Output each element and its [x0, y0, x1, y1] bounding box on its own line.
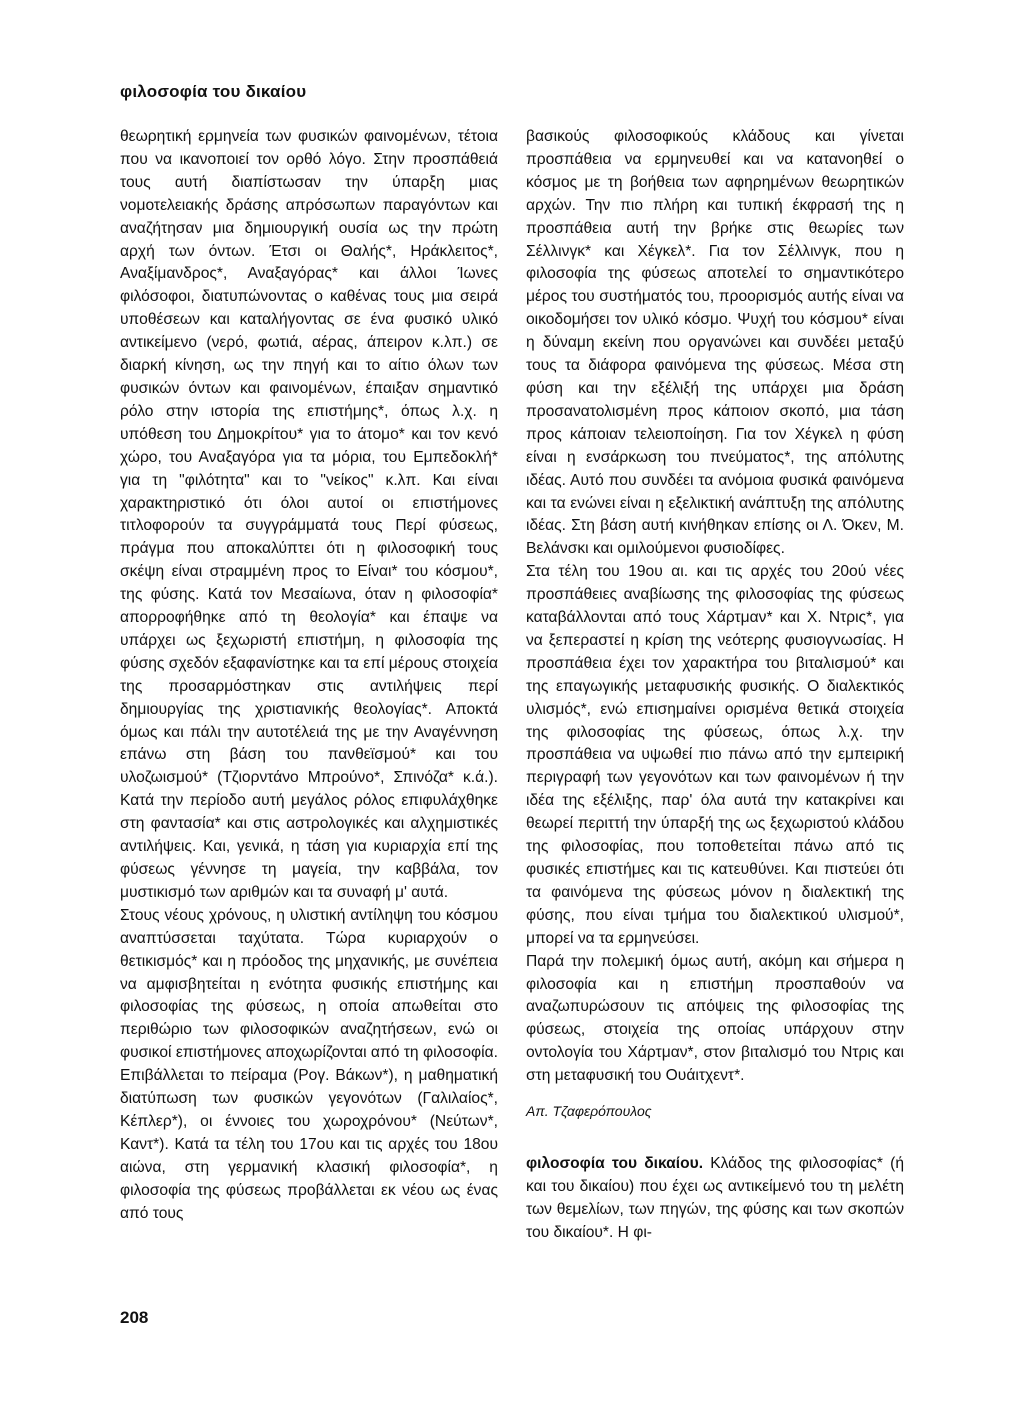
author-signature: Απ. Τζαφερόπουλος [526, 1103, 652, 1120]
page-number: 208 [120, 1308, 149, 1327]
left-column [120, 126, 498, 1226]
paragraph: θεωρητική ερμηνεία των φυσικών φαινομένων, τέτοια που να ικανοποιεί τον ορθό λόγο. Στην προσπάθειά τους αυτή διαπίστωσαν την ύπαρξη μιας νομοτελειακής δράσης απρόσωπων παραγόντων και αναζήτησαν μια δημιουργική ουσία ως την πρώτη αρχή των όντων. Έτσι οι Θαλής*, Ηράκλειτος*, Αναξίμανδρος*, Αναξαγόρας* και άλλοι Ίωνες φιλόσοφοι, διατυπώνοντας ο καθένας τους μια σειρά υποθέσεων και καταλήγοντας σε ένα φυσικό υλικό αντικείμενο (νερό, φωτιά, αέρας, άπειρον κ.λπ.) σε διαρκή κίνηση, ως την πηγή και το αίτιο όλων των φυσικών όντων και φαινομένων, έπαιξαν σημαντικό ρόλο στην ιστορία της επιστήμης*, όπως λ.χ. η υπόθεση του Δημοκρίτου* για το άτομο* και τον κενό χώρο, του Αναξαγόρα για τα μόρια, του Εμπεδοκλή* για τη "φιλότητα" και το "νείκος" κ.λπ. Και είναι χαρακτηριστικό ότι όλοι αυτοί οι επιστήμονες τιτλοφορούν τα συγγράμματά τους Περί φύσεως, πράγμα που αποκαλύπτει ότι η φιλοσοφική τους σκέψη είναι στραμμένη προς το Είναι* του κόσμου*, της φύσης. Κατά τον Μεσαίωνα, όταν η φιλοσοφία* απορροφήθηκε από τη θεολογία* και έπαψε να υπάρχει ως ξεχωριστή επιστήμη, η φιλοσοφία της φύσης σχεδόν εξαφανίστηκε και τα επί μέρους στοιχεία της προσαρμόστηκαν στις αντιλήψεις περί δημιουργίας της χριστιανικής θεολογίας*. Αποκτά όμως και πάλι την αυτοτέλειά της με την Αναγέννηση επάνω στη βάση του πανθεϊσμού* και του υλοζωισμού* (Τζιορντάνο Μπρούνο*, Σπινόζα* κ.ά.). Κατά την περίοδο αυτή μεγάλος ρόλος επιφυλάχθηκε στη φαντασία* και στις αστρολογικές και αλχημιστικές αντιλήψεις. Και, γενικά, η τάση για κυριαρχία επί της φύσεως γέννησε τη μαγεία, την καββάλα, τον μυστικισμό των αριθμών και τα συναφή μ' αυτά. [120, 128, 498, 901]
dictionary-entry [526, 1153, 904, 1245]
entry-text: Κλάδος της φιλοσοφίας* (ή και του δικαίου) που έχει ως αντικείμενό του τη μελέτη των θεμελίων, των πηγών, της φύσης και των σκοπών του δικαίου*. Η φι- [526, 1154, 905, 1241]
paragraph: Παρά την πολεμική όμως αυτή, ακόμη και σήμερα η φιλοσοφία και η επιστήμη προσπαθούν να αναζωπυρώσουν τις απόψεις της φιλοσοφίας της φύσεως, στοιχεία της οποίας υπάρχουν στην οντολογία του Χάρτμαν*, στον βιταλισμό του Ντρις και στη μεταφυσική του Ουάιτχεντ*. [526, 952, 904, 1085]
entry-headword: φιλοσοφία του δικαίου. [526, 1154, 704, 1172]
paragraph: Στα τέλη του 19ου αι. και τις αρχές του 20ού νέες προσπάθειες αναβίωσης της φιλοσοφίας της φύσεως καταβάλλονται από τους Χάρτμαν* και Χ. Ντρις*, για να ξεπεραστεί η κρίση της νεότερης φυσιογνωσίας. Η προσπάθεια έχει τον χαρακτήρα του βιταλισμού* και της επαγωγικής μεταφυσικής φυσικής. Ο διαλεκτικός υλισμός*, ενώ επισημαίνει ορισμένα θετικά στοιχεία της φιλοσοφίας της φύσεως, όπως λ.χ. την προσπάθεια να υψωθεί πιο πάνω από την εμπειρική περιγραφή των γεγονότων και των φαινομένων ή την ιδέα της εξέλιξης, παρ' όλα αυτά την κατακρίνει και θεωρεί περιττή την ύπαρξή της ως ξεχωριστού κλάδου της φιλοσοφίας, που τοποθετείται πάνω από τις φυσικές επιστήμες και τις κατευθύνει. Και πιστεύει ότι τα φαινόμενα της φύσεως μόνον η διαλεκτική της φύσης, που είναι τμήμα του διαλεκτικού υλισμού*, μπορεί να τα ερμηνεύσει. [526, 563, 904, 947]
running-head: φιλοσοφία του δικαίου [120, 82, 307, 101]
paragraph: βασικούς φιλοσοφικούς κλάδους και γίνεται προσπάθεια να ερμηνευθεί και να κατανοηθεί ο κόσμος με τη βοήθεια των αφηρημένων θεωρητικών αρχών. Την πιο πλήρη και τυπική έκφρασή της η προσπάθεια αυτή την βρήκε στις θεωρίες των Σέλλινγκ* και Χέγκελ*. Για τον Σέλλινγκ, που η φιλοσοφία της φύσεως αποτελεί το σημαντικότερο μέρος του συστήματός του, προορισμός αυτής είναι να οικοδομήσει τον υλικό κόσμο. Ψυχή του κόσμου* είναι η δύναμη εκείνη που οργανώνει και συνδέει μεταξύ τους τα διάφορα φαινόμενα της φύσεως. Μέσα στη φύση και την εξέλιξή της υπάρχει μια δράση προσανατολισμένη προς κάποιον σκοπό, μια τάση προς κάποιαν τελειοποίηση. Για τον Χέγκελ η φύση είναι η ενσάρκωση του πνεύματος*, της απόλυτης ιδέας. Αυτό που συνδέει τα ανόμοια φυσικά φαινόμενα και τα ενώνει είναι η εξελικτική ανάπτυξη της απόλυτης ιδέας. Στη βάση αυτή κινήθηκαν επίσης οι Λ. Όκεν, Μ. Βελάνσκι και ομιλούμενοι φυσιοδίφες. [526, 128, 904, 558]
right-column [526, 126, 904, 1245]
paragraph: Στους νέους χρόνους, η υλιστική αντίληψη του κόσμου αναπτύσσεται ταχύτατα. Τώρα κυριαρχούν ο θετικισμός* και η πρόοδος της μηχανικής, με συνέπεια να αμφισβητείται η ενότητα φυσικής επιστήμης και φιλοσοφίας της φύσεως, η οποία απωθείται στο περιθώριο των φιλοσοφικών αναζητήσεων, ενώ οι φυσικοί επιστήμονες αποχωρίζονται από τη φιλοσοφία. Επιβάλλεται το πείραμα (Ρογ. Βάκων*), η μαθηματική διατύπωση των φυσικών γεγονότων (Γαλιλαίος*, Κέπλερ*), οι έννοιες του χωροχρόνου* (Νεύτων*, Καντ*). Κατά τα τέλη του 17ου και τις αρχές του 18ου αιώνα, στη γερμανική κλασική φιλοσοφία*, η φιλοσοφία της φύσεως προβάλλεται εκ νέου ως ένας από τους [120, 906, 498, 1222]
